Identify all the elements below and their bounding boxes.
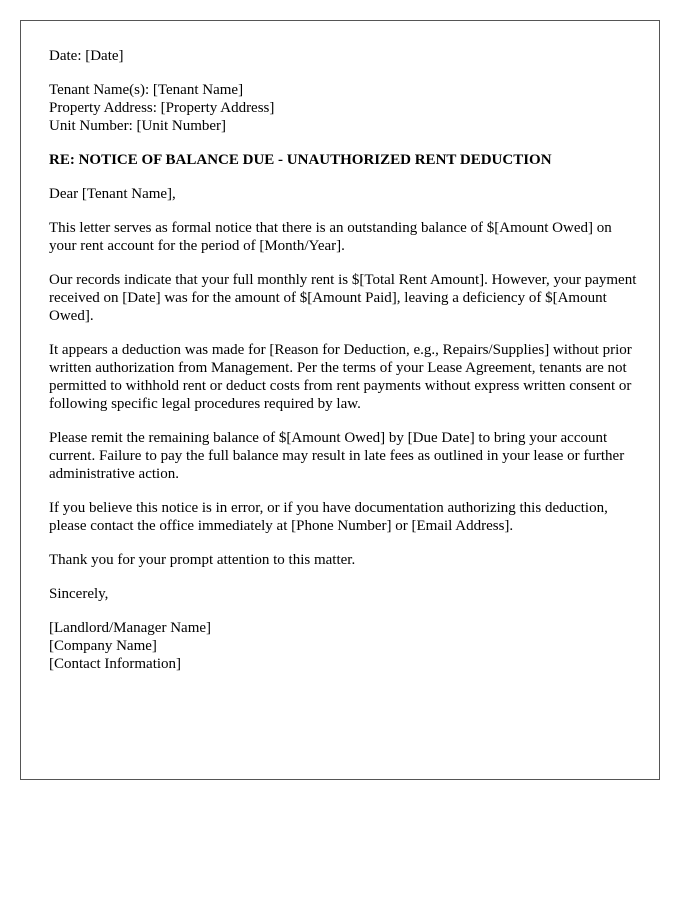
date-line: Date: [Date] <box>49 48 124 64</box>
signature-contact: [Contact Information] <box>49 656 182 672</box>
signature-company: [Company Name] <box>49 638 157 654</box>
paragraph-remit-request: Please remit the remaining balance of $[Amount Owed] by [Due Date] to bring your account current. Failure to pay the full balance may result in late fees as outlined in your lease or further administrative action. <box>49 430 625 482</box>
closing: Sincerely, <box>49 586 109 602</box>
letter-body <box>49 47 639 689</box>
signature-block <box>49 619 639 673</box>
property-address: Property Address: [Property Address] <box>49 100 275 116</box>
subject-line: RE: NOTICE OF BALANCE DUE - UNAUTHORIZED RENT DEDUCTION <box>49 152 552 168</box>
paragraph-thank-you: Thank you for your prompt attention to this matter. <box>49 552 356 568</box>
paragraph-outstanding-balance: This letter serves as formal notice that there is an outstanding balance of $[Amount Owed] on your rent account for the period of [Month/Year]. <box>49 220 612 254</box>
tenant-names: Tenant Name(s): [Tenant Name] <box>49 82 244 98</box>
paragraph-contact-office: If you believe this notice is in error, or if you have documentation authorizing this deduction, please contact the office immediately at [Phone Number] or [Email Address]. <box>49 500 608 534</box>
paragraph-deduction-explanation: It appears a deduction was made for [Reason for Deduction, e.g., Repairs/Supplies] without prior written authorization from Management. Per the terms of your Lease Agreement, tenants are not permitted to withhold rent or deduct costs from rent payments without express written consent or following specific legal procedures required by law. <box>49 342 632 412</box>
salutation: Dear [Tenant Name], <box>49 186 176 202</box>
tenant-info-block <box>49 81 639 135</box>
paragraph-payment-details: Our records indicate that your full monthly rent is $[Total Rent Amount]. However, your payment received on [Date] was for the amount of $[Amount Paid], leaving a deficiency of $[Amount Owed]. <box>49 272 637 324</box>
signature-name: [Landlord/Manager Name] <box>49 620 212 636</box>
unit-number: Unit Number: [Unit Number] <box>49 118 227 134</box>
